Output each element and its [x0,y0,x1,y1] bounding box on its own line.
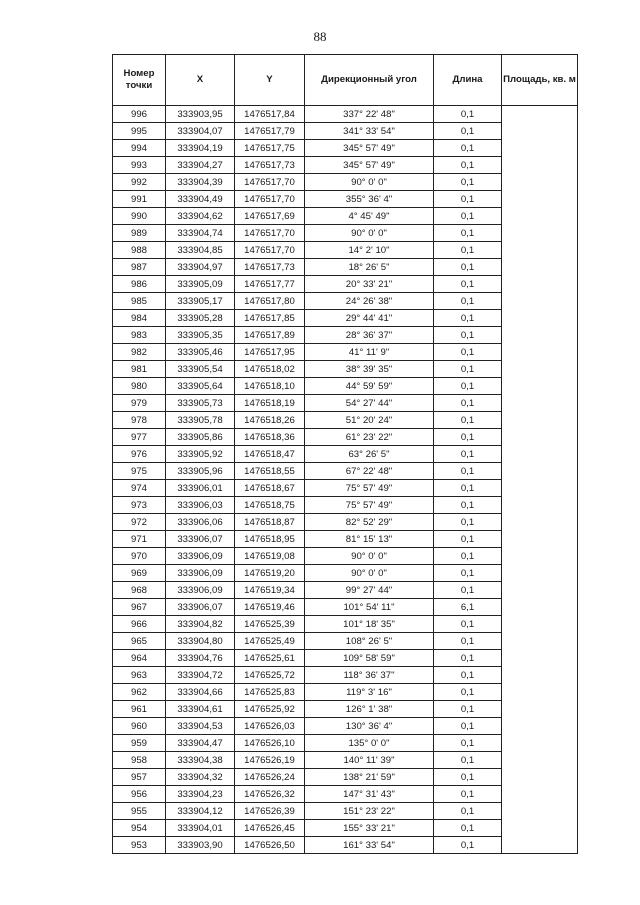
cell-length: 0,1 [434,837,502,854]
cell-x: 333904,07 [166,123,235,140]
cell-direction-angle: 38° 39' 35" [305,361,434,378]
cell-length: 0,1 [434,735,502,752]
cell-point-number: 957 [113,769,166,786]
cell-length: 0,1 [434,548,502,565]
cell-y: 1476526,24 [235,769,305,786]
cell-x: 333906,07 [166,531,235,548]
cell-point-number: 963 [113,667,166,684]
cell-point-number: 966 [113,616,166,633]
cell-direction-angle: 20° 33' 21" [305,276,434,293]
cell-y: 1476518,87 [235,514,305,531]
cell-x: 333904,85 [166,242,235,259]
cell-direction-angle: 41° 11' 9" [305,344,434,361]
cell-y: 1476517,73 [235,259,305,276]
cell-y: 1476517,70 [235,242,305,259]
cell-length: 0,1 [434,497,502,514]
cell-direction-angle: 119° 3' 16" [305,684,434,701]
cell-direction-angle: 135° 0' 0" [305,735,434,752]
cell-length: 0,1 [434,276,502,293]
cell-direction-angle: 155° 33' 21" [305,820,434,837]
cell-point-number: 958 [113,752,166,769]
cell-length: 0,1 [434,123,502,140]
cell-point-number: 965 [113,633,166,650]
cell-x: 333905,64 [166,378,235,395]
cell-length: 0,1 [434,361,502,378]
cell-length: 0,1 [434,344,502,361]
cell-point-number: 991 [113,191,166,208]
cell-x: 333904,74 [166,225,235,242]
cell-point-number: 955 [113,803,166,820]
cell-y: 1476517,70 [235,225,305,242]
cell-direction-angle: 63° 26' 5" [305,446,434,463]
cell-y: 1476525,49 [235,633,305,650]
cell-x: 333904,72 [166,667,235,684]
cell-length: 0,1 [434,769,502,786]
cell-length: 0,1 [434,327,502,344]
cell-direction-angle: 101° 54' 11" [305,599,434,616]
cell-direction-angle: 90° 0' 0" [305,225,434,242]
cell-length: 0,1 [434,429,502,446]
cell-x: 333905,17 [166,293,235,310]
cell-y: 1476517,69 [235,208,305,225]
header-length: Длина [434,55,502,106]
cell-x: 333905,78 [166,412,235,429]
cell-length: 0,1 [434,565,502,582]
cell-x: 333904,53 [166,718,235,735]
cell-direction-angle: 29° 44' 41" [305,310,434,327]
cell-length: 0,1 [434,259,502,276]
cell-length: 0,1 [434,616,502,633]
cell-direction-angle: 138° 21' 59" [305,769,434,786]
cell-x: 333905,96 [166,463,235,480]
cell-length: 0,1 [434,514,502,531]
cell-point-number: 984 [113,310,166,327]
cell-y: 1476518,19 [235,395,305,412]
cell-direction-angle: 99° 27' 44" [305,582,434,599]
cell-x: 333906,09 [166,548,235,565]
cell-point-number: 982 [113,344,166,361]
cell-y: 1476526,50 [235,837,305,854]
cell-y: 1476525,72 [235,667,305,684]
cell-direction-angle: 61° 23' 22" [305,429,434,446]
cell-point-number: 974 [113,480,166,497]
cell-point-number: 968 [113,582,166,599]
cell-point-number: 972 [113,514,166,531]
cell-point-number: 983 [113,327,166,344]
cell-point-number: 960 [113,718,166,735]
cell-y: 1476525,39 [235,616,305,633]
header-y: Y [235,55,305,106]
cell-direction-angle: 140° 11' 39" [305,752,434,769]
cell-x: 333906,03 [166,497,235,514]
cell-length: 0,1 [434,157,502,174]
cell-length: 0,1 [434,208,502,225]
cell-x: 333904,47 [166,735,235,752]
cell-y: 1476517,73 [235,157,305,174]
cell-x: 333905,73 [166,395,235,412]
cell-x: 333905,35 [166,327,235,344]
cell-length: 0,1 [434,752,502,769]
cell-x: 333903,95 [166,106,235,123]
cell-x: 333904,32 [166,769,235,786]
cell-x: 333905,54 [166,361,235,378]
cell-direction-angle: 101° 18' 35" [305,616,434,633]
cell-x: 333904,38 [166,752,235,769]
cell-length: 6,1 [434,599,502,616]
cell-x: 333904,27 [166,157,235,174]
cell-x: 333906,09 [166,565,235,582]
cell-y: 1476518,95 [235,531,305,548]
cell-y: 1476517,95 [235,344,305,361]
cell-point-number: 962 [113,684,166,701]
cell-y: 1476518,26 [235,412,305,429]
cell-x: 333905,92 [166,446,235,463]
cell-direction-angle: 54° 27' 44" [305,395,434,412]
cell-length: 0,1 [434,701,502,718]
cell-point-number: 953 [113,837,166,854]
page-number: 88 [313,29,327,44]
cell-direction-angle: 109° 58' 59" [305,650,434,667]
cell-x: 333906,09 [166,582,235,599]
cell-x: 333906,07 [166,599,235,616]
cell-length: 0,1 [434,684,502,701]
cell-direction-angle: 82° 52' 29" [305,514,434,531]
cell-direction-angle: 90° 0' 0" [305,174,434,191]
cell-y: 1476518,67 [235,480,305,497]
cell-direction-angle: 355° 36' 4" [305,191,434,208]
cell-y: 1476517,85 [235,310,305,327]
cell-y: 1476519,08 [235,548,305,565]
cell-y: 1476519,20 [235,565,305,582]
cell-point-number: 996 [113,106,166,123]
cell-length: 0,1 [434,803,502,820]
cell-length: 0,1 [434,633,502,650]
cell-y: 1476518,75 [235,497,305,514]
cell-length: 0,1 [434,650,502,667]
cell-x: 333904,49 [166,191,235,208]
cell-point-number: 977 [113,429,166,446]
cell-point-number: 979 [113,395,166,412]
cell-direction-angle: 75° 57' 49" [305,497,434,514]
cell-point-number: 973 [113,497,166,514]
cell-x: 333904,97 [166,259,235,276]
cell-direction-angle: 44° 59' 59" [305,378,434,395]
cell-length: 0,1 [434,667,502,684]
header-area: Площадь, кв. м [502,55,578,106]
cell-length: 0,1 [434,310,502,327]
cell-x: 333905,09 [166,276,235,293]
cell-direction-angle: 108° 26' 5" [305,633,434,650]
cell-direction-angle: 51° 20' 24" [305,412,434,429]
cell-direction-angle: 161° 33' 54" [305,837,434,854]
cell-length: 0,1 [434,242,502,259]
cell-length: 0,1 [434,531,502,548]
cell-y: 1476525,83 [235,684,305,701]
header-x: X [166,55,235,106]
cell-length: 0,1 [434,225,502,242]
cell-y: 1476518,55 [235,463,305,480]
cell-length: 0,1 [434,395,502,412]
cell-point-number: 980 [113,378,166,395]
cell-point-number: 970 [113,548,166,565]
cell-x: 333905,86 [166,429,235,446]
cell-length: 0,1 [434,191,502,208]
cell-point-number: 990 [113,208,166,225]
cell-length: 0,1 [434,820,502,837]
cell-x: 333905,46 [166,344,235,361]
cell-y: 1476518,47 [235,446,305,463]
cell-x: 333904,76 [166,650,235,667]
cell-point-number: 994 [113,140,166,157]
cell-length: 0,1 [434,718,502,735]
cell-y: 1476517,89 [235,327,305,344]
cell-y: 1476517,70 [235,174,305,191]
cell-x: 333904,80 [166,633,235,650]
cell-direction-angle: 81° 15' 13" [305,531,434,548]
cell-direction-angle: 345° 57' 49" [305,140,434,157]
cell-y: 1476526,10 [235,735,305,752]
cell-y: 1476517,70 [235,191,305,208]
cell-point-number: 969 [113,565,166,582]
cell-point-number: 975 [113,463,166,480]
header-direction-angle: Дирекционный угол [305,55,434,106]
cell-point-number: 954 [113,820,166,837]
cell-point-number: 956 [113,786,166,803]
cell-length: 0,1 [434,293,502,310]
cell-direction-angle: 130° 36' 4" [305,718,434,735]
cell-length: 0,1 [434,480,502,497]
cell-y: 1476525,92 [235,701,305,718]
cell-point-number: 993 [113,157,166,174]
cell-length: 0,1 [434,174,502,191]
cell-point-number: 971 [113,531,166,548]
cell-x: 333904,62 [166,208,235,225]
cell-y: 1476526,19 [235,752,305,769]
cell-point-number: 986 [113,276,166,293]
cell-x: 333906,06 [166,514,235,531]
cell-y: 1476526,03 [235,718,305,735]
table-row [113,106,578,123]
cell-length: 0,1 [434,378,502,395]
cell-point-number: 988 [113,242,166,259]
cell-direction-angle: 90° 0' 0" [305,565,434,582]
cell-y: 1476526,45 [235,820,305,837]
cell-point-number: 976 [113,446,166,463]
cell-y: 1476526,39 [235,803,305,820]
cell-direction-angle: 75° 57' 49" [305,480,434,497]
cell-x: 333904,39 [166,174,235,191]
table-header [113,55,578,106]
table-body [113,106,578,854]
cell-length: 0,1 [434,582,502,599]
cell-x: 333904,12 [166,803,235,820]
cell-point-number: 995 [113,123,166,140]
cell-length: 0,1 [434,106,502,123]
cell-length: 0,1 [434,412,502,429]
cell-x: 333904,61 [166,701,235,718]
cell-y: 1476518,36 [235,429,305,446]
cell-point-number: 961 [113,701,166,718]
cell-point-number: 978 [113,412,166,429]
cell-point-number: 992 [113,174,166,191]
cell-y: 1476526,32 [235,786,305,803]
cell-point-number: 989 [113,225,166,242]
cell-direction-angle: 90° 0' 0" [305,548,434,565]
cell-length: 0,1 [434,463,502,480]
cell-x: 333904,01 [166,820,235,837]
cell-direction-angle: 126° 1' 38" [305,701,434,718]
cell-x: 333906,01 [166,480,235,497]
cell-point-number: 964 [113,650,166,667]
cell-point-number: 967 [113,599,166,616]
cell-y: 1476517,80 [235,293,305,310]
cell-point-number: 981 [113,361,166,378]
cell-x: 333904,23 [166,786,235,803]
cell-point-number: 987 [113,259,166,276]
cell-x: 333905,28 [166,310,235,327]
cell-point-number: 959 [113,735,166,752]
cell-direction-angle: 118° 36' 37" [305,667,434,684]
cell-direction-angle: 18° 26' 5" [305,259,434,276]
cell-length: 0,1 [434,786,502,803]
header-point-number: Номер точки [113,55,166,106]
cell-y: 1476518,02 [235,361,305,378]
cell-direction-angle: 337° 22' 48" [305,106,434,123]
cell-x: 333903,90 [166,837,235,854]
cell-direction-angle: 14° 2' 10" [305,242,434,259]
cell-point-number: 985 [113,293,166,310]
cell-x: 333904,82 [166,616,235,633]
cell-x: 333904,66 [166,684,235,701]
cell-y: 1476517,84 [235,106,305,123]
cell-length: 0,1 [434,446,502,463]
cell-direction-angle: 24° 26' 38" [305,293,434,310]
cell-y: 1476517,79 [235,123,305,140]
cell-y: 1476517,77 [235,276,305,293]
cell-area [502,106,578,854]
cell-direction-angle: 28° 36' 37" [305,327,434,344]
cell-direction-angle: 4° 45' 49" [305,208,434,225]
cell-direction-angle: 147° 31' 43" [305,786,434,803]
cell-y: 1476519,34 [235,582,305,599]
cell-direction-angle: 341° 33' 54" [305,123,434,140]
cell-y: 1476518,10 [235,378,305,395]
cell-direction-angle: 151° 23' 22" [305,803,434,820]
cell-direction-angle: 345° 57' 49" [305,157,434,174]
cell-y: 1476519,46 [235,599,305,616]
cell-y: 1476517,75 [235,140,305,157]
cell-y: 1476525,61 [235,650,305,667]
cell-length: 0,1 [434,140,502,157]
cell-x: 333904,19 [166,140,235,157]
cell-direction-angle: 67° 22' 48" [305,463,434,480]
coordinates-table [112,54,578,854]
